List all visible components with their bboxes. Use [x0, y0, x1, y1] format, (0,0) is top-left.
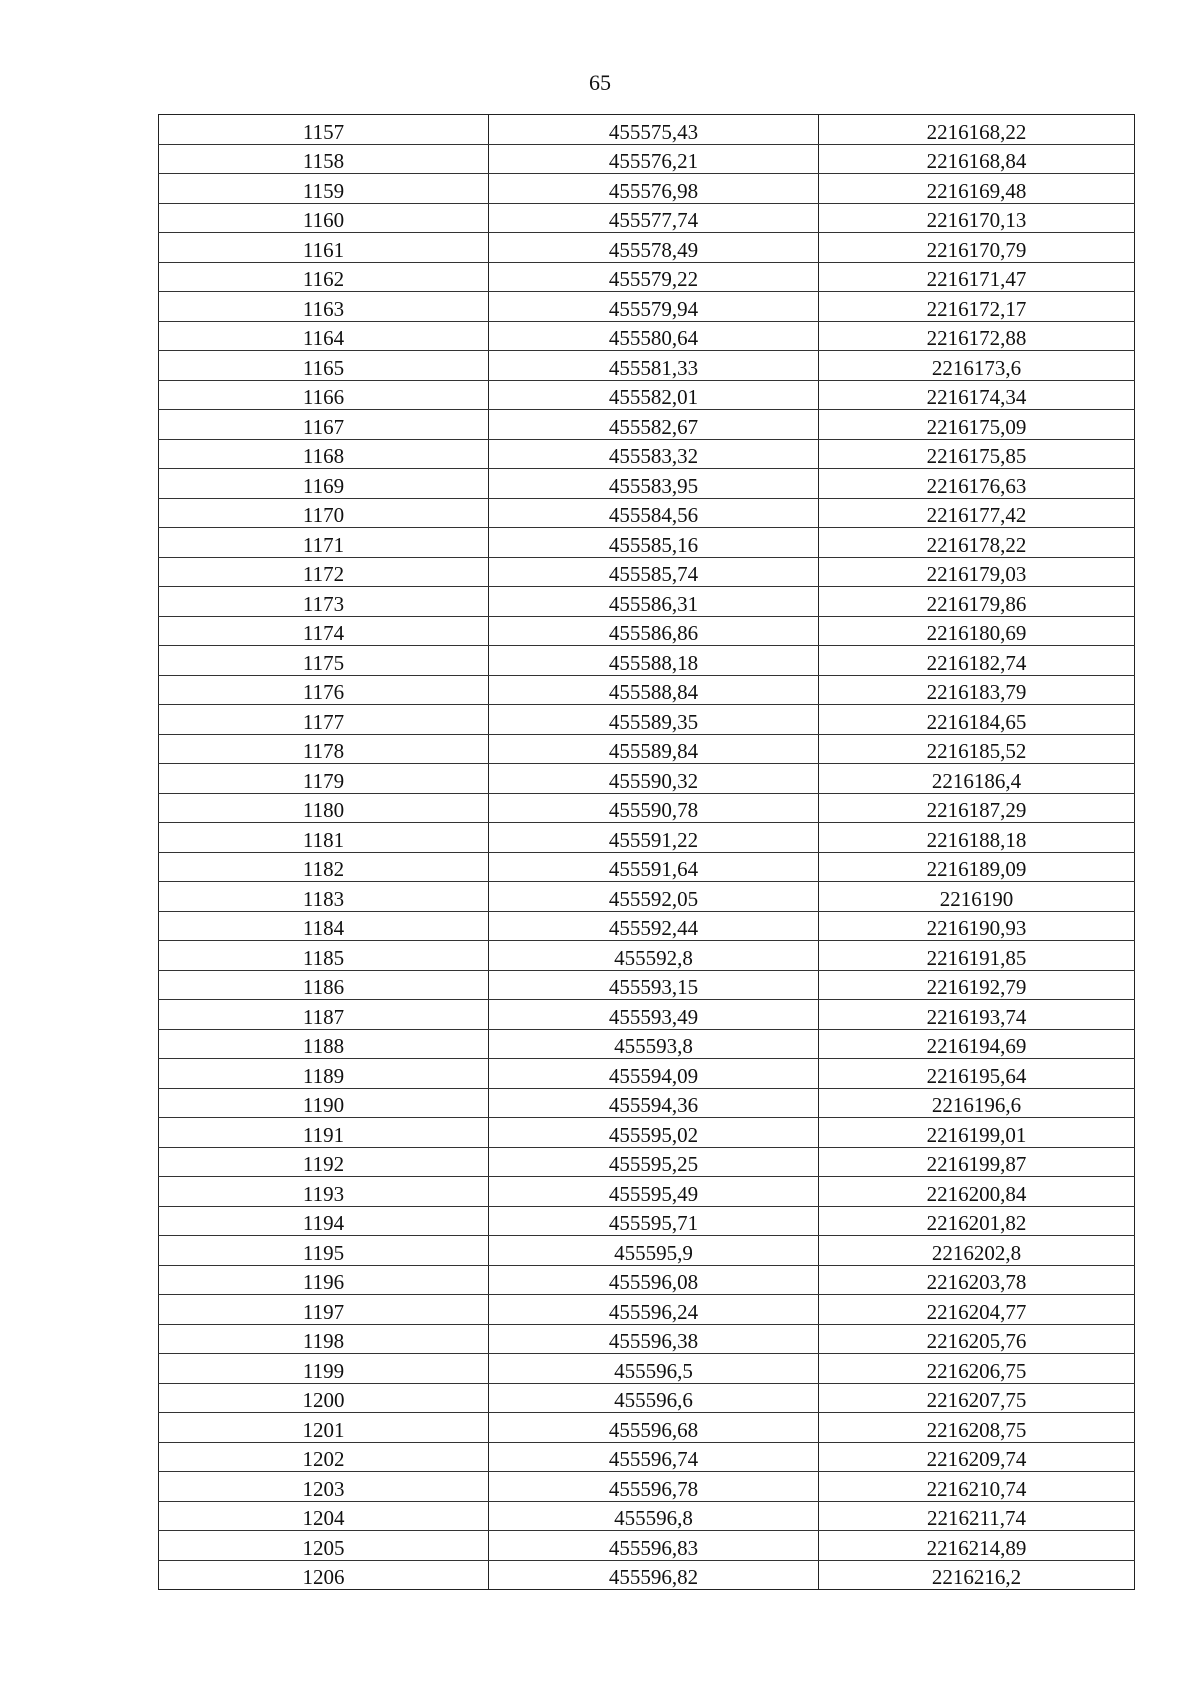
x-coordinate-cell: 455591,64	[489, 852, 819, 882]
table-row	[159, 1059, 1135, 1089]
table-row	[159, 675, 1135, 705]
point-number-cell: 1185	[159, 941, 489, 971]
y-coordinate-cell: 2216200,84	[819, 1177, 1135, 1207]
x-coordinate-cell: 455593,49	[489, 1000, 819, 1030]
table-row	[159, 1118, 1135, 1148]
x-coordinate-cell: 455581,33	[489, 351, 819, 381]
point-number-cell: 1206	[159, 1560, 489, 1590]
table-row	[159, 1472, 1135, 1502]
x-coordinate-cell: 455579,22	[489, 262, 819, 292]
table-row	[159, 764, 1135, 794]
x-coordinate-cell: 455596,24	[489, 1295, 819, 1325]
table-row	[159, 1560, 1135, 1590]
point-number-cell: 1166	[159, 380, 489, 410]
point-number-cell: 1201	[159, 1413, 489, 1443]
table-row	[159, 587, 1135, 617]
point-number-cell: 1192	[159, 1147, 489, 1177]
table-row	[159, 233, 1135, 263]
x-coordinate-cell: 455578,49	[489, 233, 819, 263]
y-coordinate-cell: 2216216,2	[819, 1560, 1135, 1590]
point-number-cell: 1198	[159, 1324, 489, 1354]
table-row	[159, 793, 1135, 823]
x-coordinate-cell: 455585,16	[489, 528, 819, 558]
point-number-cell: 1200	[159, 1383, 489, 1413]
coordinates-table-body	[159, 115, 1135, 1590]
point-number-cell: 1172	[159, 557, 489, 587]
point-number-cell: 1178	[159, 734, 489, 764]
x-coordinate-cell: 455582,67	[489, 410, 819, 440]
table-row	[159, 1324, 1135, 1354]
table-row	[159, 941, 1135, 971]
y-coordinate-cell: 2216194,69	[819, 1029, 1135, 1059]
x-coordinate-cell: 455595,9	[489, 1236, 819, 1266]
y-coordinate-cell: 2216205,76	[819, 1324, 1135, 1354]
x-coordinate-cell: 455593,15	[489, 970, 819, 1000]
point-number-cell: 1179	[159, 764, 489, 794]
point-number-cell: 1184	[159, 911, 489, 941]
x-coordinate-cell: 455584,56	[489, 498, 819, 528]
table-row	[159, 439, 1135, 469]
y-coordinate-cell: 2216210,74	[819, 1472, 1135, 1502]
y-coordinate-cell: 2216211,74	[819, 1501, 1135, 1531]
y-coordinate-cell: 2216207,75	[819, 1383, 1135, 1413]
y-coordinate-cell: 2216206,75	[819, 1354, 1135, 1384]
y-coordinate-cell: 2216170,79	[819, 233, 1135, 263]
point-number-cell: 1163	[159, 292, 489, 322]
y-coordinate-cell: 2216195,64	[819, 1059, 1135, 1089]
table-row	[159, 498, 1135, 528]
table-row	[159, 705, 1135, 735]
table-row	[159, 174, 1135, 204]
table-row	[159, 882, 1135, 912]
point-number-cell: 1196	[159, 1265, 489, 1295]
table-row	[159, 1413, 1135, 1443]
y-coordinate-cell: 2216189,09	[819, 852, 1135, 882]
point-number-cell: 1205	[159, 1531, 489, 1561]
table-row	[159, 321, 1135, 351]
x-coordinate-cell: 455590,32	[489, 764, 819, 794]
x-coordinate-cell: 455596,78	[489, 1472, 819, 1502]
point-number-cell: 1182	[159, 852, 489, 882]
point-number-cell: 1171	[159, 528, 489, 558]
x-coordinate-cell: 455576,98	[489, 174, 819, 204]
y-coordinate-cell: 2216182,74	[819, 646, 1135, 676]
x-coordinate-cell: 455583,32	[489, 439, 819, 469]
x-coordinate-cell: 455588,84	[489, 675, 819, 705]
x-coordinate-cell: 455585,74	[489, 557, 819, 587]
point-number-cell: 1189	[159, 1059, 489, 1089]
point-number-cell: 1157	[159, 115, 489, 145]
x-coordinate-cell: 455591,22	[489, 823, 819, 853]
point-number-cell: 1162	[159, 262, 489, 292]
table-row	[159, 646, 1135, 676]
point-number-cell: 1176	[159, 675, 489, 705]
y-coordinate-cell: 2216187,29	[819, 793, 1135, 823]
x-coordinate-cell: 455582,01	[489, 380, 819, 410]
y-coordinate-cell: 2216203,78	[819, 1265, 1135, 1295]
y-coordinate-cell: 2216172,17	[819, 292, 1135, 322]
coordinates-table	[158, 114, 1135, 1590]
table-row	[159, 1147, 1135, 1177]
table-row	[159, 1000, 1135, 1030]
table-row	[159, 1383, 1135, 1413]
y-coordinate-cell: 2216178,22	[819, 528, 1135, 558]
y-coordinate-cell: 2216170,13	[819, 203, 1135, 233]
x-coordinate-cell: 455595,71	[489, 1206, 819, 1236]
y-coordinate-cell: 2216191,85	[819, 941, 1135, 971]
table-row	[159, 410, 1135, 440]
point-number-cell: 1190	[159, 1088, 489, 1118]
y-coordinate-cell: 2216188,18	[819, 823, 1135, 853]
y-coordinate-cell: 2216193,74	[819, 1000, 1135, 1030]
x-coordinate-cell: 455594,36	[489, 1088, 819, 1118]
point-number-cell: 1204	[159, 1501, 489, 1531]
table-row	[159, 262, 1135, 292]
point-number-cell: 1181	[159, 823, 489, 853]
table-row	[159, 1265, 1135, 1295]
table-row	[159, 380, 1135, 410]
x-coordinate-cell: 455595,49	[489, 1177, 819, 1207]
point-number-cell: 1169	[159, 469, 489, 499]
x-coordinate-cell: 455596,74	[489, 1442, 819, 1472]
table-row	[159, 1531, 1135, 1561]
table-row	[159, 115, 1135, 145]
x-coordinate-cell: 455596,38	[489, 1324, 819, 1354]
y-coordinate-cell: 2216204,77	[819, 1295, 1135, 1325]
table-row	[159, 1177, 1135, 1207]
y-coordinate-cell: 2216190	[819, 882, 1135, 912]
y-coordinate-cell: 2216214,89	[819, 1531, 1135, 1561]
y-coordinate-cell: 2216171,47	[819, 262, 1135, 292]
x-coordinate-cell: 455592,8	[489, 941, 819, 971]
y-coordinate-cell: 2216168,22	[819, 115, 1135, 145]
x-coordinate-cell: 455596,82	[489, 1560, 819, 1590]
point-number-cell: 1174	[159, 616, 489, 646]
x-coordinate-cell: 455596,68	[489, 1413, 819, 1443]
table-row	[159, 1354, 1135, 1384]
point-number-cell: 1158	[159, 144, 489, 174]
point-number-cell: 1187	[159, 1000, 489, 1030]
x-coordinate-cell: 455596,08	[489, 1265, 819, 1295]
point-number-cell: 1199	[159, 1354, 489, 1384]
point-number-cell: 1202	[159, 1442, 489, 1472]
table-row	[159, 292, 1135, 322]
x-coordinate-cell: 455580,64	[489, 321, 819, 351]
table-row	[159, 970, 1135, 1000]
y-coordinate-cell: 2216199,87	[819, 1147, 1135, 1177]
point-number-cell: 1165	[159, 351, 489, 381]
x-coordinate-cell: 455596,8	[489, 1501, 819, 1531]
y-coordinate-cell: 2216169,48	[819, 174, 1135, 204]
y-coordinate-cell: 2216180,69	[819, 616, 1135, 646]
point-number-cell: 1197	[159, 1295, 489, 1325]
point-number-cell: 1173	[159, 587, 489, 617]
table-row	[159, 1088, 1135, 1118]
point-number-cell: 1168	[159, 439, 489, 469]
x-coordinate-cell: 455588,18	[489, 646, 819, 676]
table-row	[159, 911, 1135, 941]
x-coordinate-cell: 455589,35	[489, 705, 819, 735]
y-coordinate-cell: 2216209,74	[819, 1442, 1135, 1472]
point-number-cell: 1161	[159, 233, 489, 263]
point-number-cell: 1180	[159, 793, 489, 823]
point-number-cell: 1191	[159, 1118, 489, 1148]
table-row	[159, 1236, 1135, 1266]
point-number-cell: 1195	[159, 1236, 489, 1266]
table-row	[159, 1442, 1135, 1472]
y-coordinate-cell: 2216199,01	[819, 1118, 1135, 1148]
point-number-cell: 1159	[159, 174, 489, 204]
x-coordinate-cell: 455595,25	[489, 1147, 819, 1177]
table-row	[159, 528, 1135, 558]
point-number-cell: 1175	[159, 646, 489, 676]
x-coordinate-cell: 455595,02	[489, 1118, 819, 1148]
point-number-cell: 1167	[159, 410, 489, 440]
y-coordinate-cell: 2216190,93	[819, 911, 1135, 941]
x-coordinate-cell: 455576,21	[489, 144, 819, 174]
point-number-cell: 1170	[159, 498, 489, 528]
point-number-cell: 1183	[159, 882, 489, 912]
point-number-cell: 1177	[159, 705, 489, 735]
y-coordinate-cell: 2216184,65	[819, 705, 1135, 735]
y-coordinate-cell: 2216186,4	[819, 764, 1135, 794]
x-coordinate-cell: 455592,44	[489, 911, 819, 941]
point-number-cell: 1188	[159, 1029, 489, 1059]
y-coordinate-cell: 2216176,63	[819, 469, 1135, 499]
x-coordinate-cell: 455593,8	[489, 1029, 819, 1059]
table-row	[159, 616, 1135, 646]
x-coordinate-cell: 455586,86	[489, 616, 819, 646]
y-coordinate-cell: 2216185,52	[819, 734, 1135, 764]
x-coordinate-cell: 455596,83	[489, 1531, 819, 1561]
y-coordinate-cell: 2216192,79	[819, 970, 1135, 1000]
y-coordinate-cell: 2216201,82	[819, 1206, 1135, 1236]
table-row	[159, 203, 1135, 233]
point-number-cell: 1193	[159, 1177, 489, 1207]
x-coordinate-cell: 455589,84	[489, 734, 819, 764]
x-coordinate-cell: 455579,94	[489, 292, 819, 322]
table-row	[159, 1206, 1135, 1236]
table-row	[159, 1295, 1135, 1325]
table-row	[159, 1029, 1135, 1059]
y-coordinate-cell: 2216174,34	[819, 380, 1135, 410]
table-row	[159, 351, 1135, 381]
x-coordinate-cell: 455586,31	[489, 587, 819, 617]
y-coordinate-cell: 2216168,84	[819, 144, 1135, 174]
x-coordinate-cell: 455575,43	[489, 115, 819, 145]
table-row	[159, 144, 1135, 174]
table-row	[159, 1501, 1135, 1531]
x-coordinate-cell: 455596,6	[489, 1383, 819, 1413]
y-coordinate-cell: 2216179,03	[819, 557, 1135, 587]
page-number: 65	[589, 70, 611, 95]
point-number-cell: 1186	[159, 970, 489, 1000]
point-number-cell: 1203	[159, 1472, 489, 1502]
y-coordinate-cell: 2216173,6	[819, 351, 1135, 381]
table-row	[159, 557, 1135, 587]
point-number-cell: 1164	[159, 321, 489, 351]
y-coordinate-cell: 2216175,09	[819, 410, 1135, 440]
x-coordinate-cell: 455590,78	[489, 793, 819, 823]
x-coordinate-cell: 455594,09	[489, 1059, 819, 1089]
point-number-cell: 1194	[159, 1206, 489, 1236]
table-row	[159, 823, 1135, 853]
table-row	[159, 852, 1135, 882]
y-coordinate-cell: 2216183,79	[819, 675, 1135, 705]
x-coordinate-cell: 455583,95	[489, 469, 819, 499]
x-coordinate-cell: 455596,5	[489, 1354, 819, 1384]
y-coordinate-cell: 2216202,8	[819, 1236, 1135, 1266]
y-coordinate-cell: 2216175,85	[819, 439, 1135, 469]
y-coordinate-cell: 2216196,6	[819, 1088, 1135, 1118]
y-coordinate-cell: 2216177,42	[819, 498, 1135, 528]
table-row	[159, 469, 1135, 499]
point-number-cell: 1160	[159, 203, 489, 233]
x-coordinate-cell: 455577,74	[489, 203, 819, 233]
y-coordinate-cell: 2216172,88	[819, 321, 1135, 351]
y-coordinate-cell: 2216179,86	[819, 587, 1135, 617]
y-coordinate-cell: 2216208,75	[819, 1413, 1135, 1443]
table-row	[159, 734, 1135, 764]
x-coordinate-cell: 455592,05	[489, 882, 819, 912]
